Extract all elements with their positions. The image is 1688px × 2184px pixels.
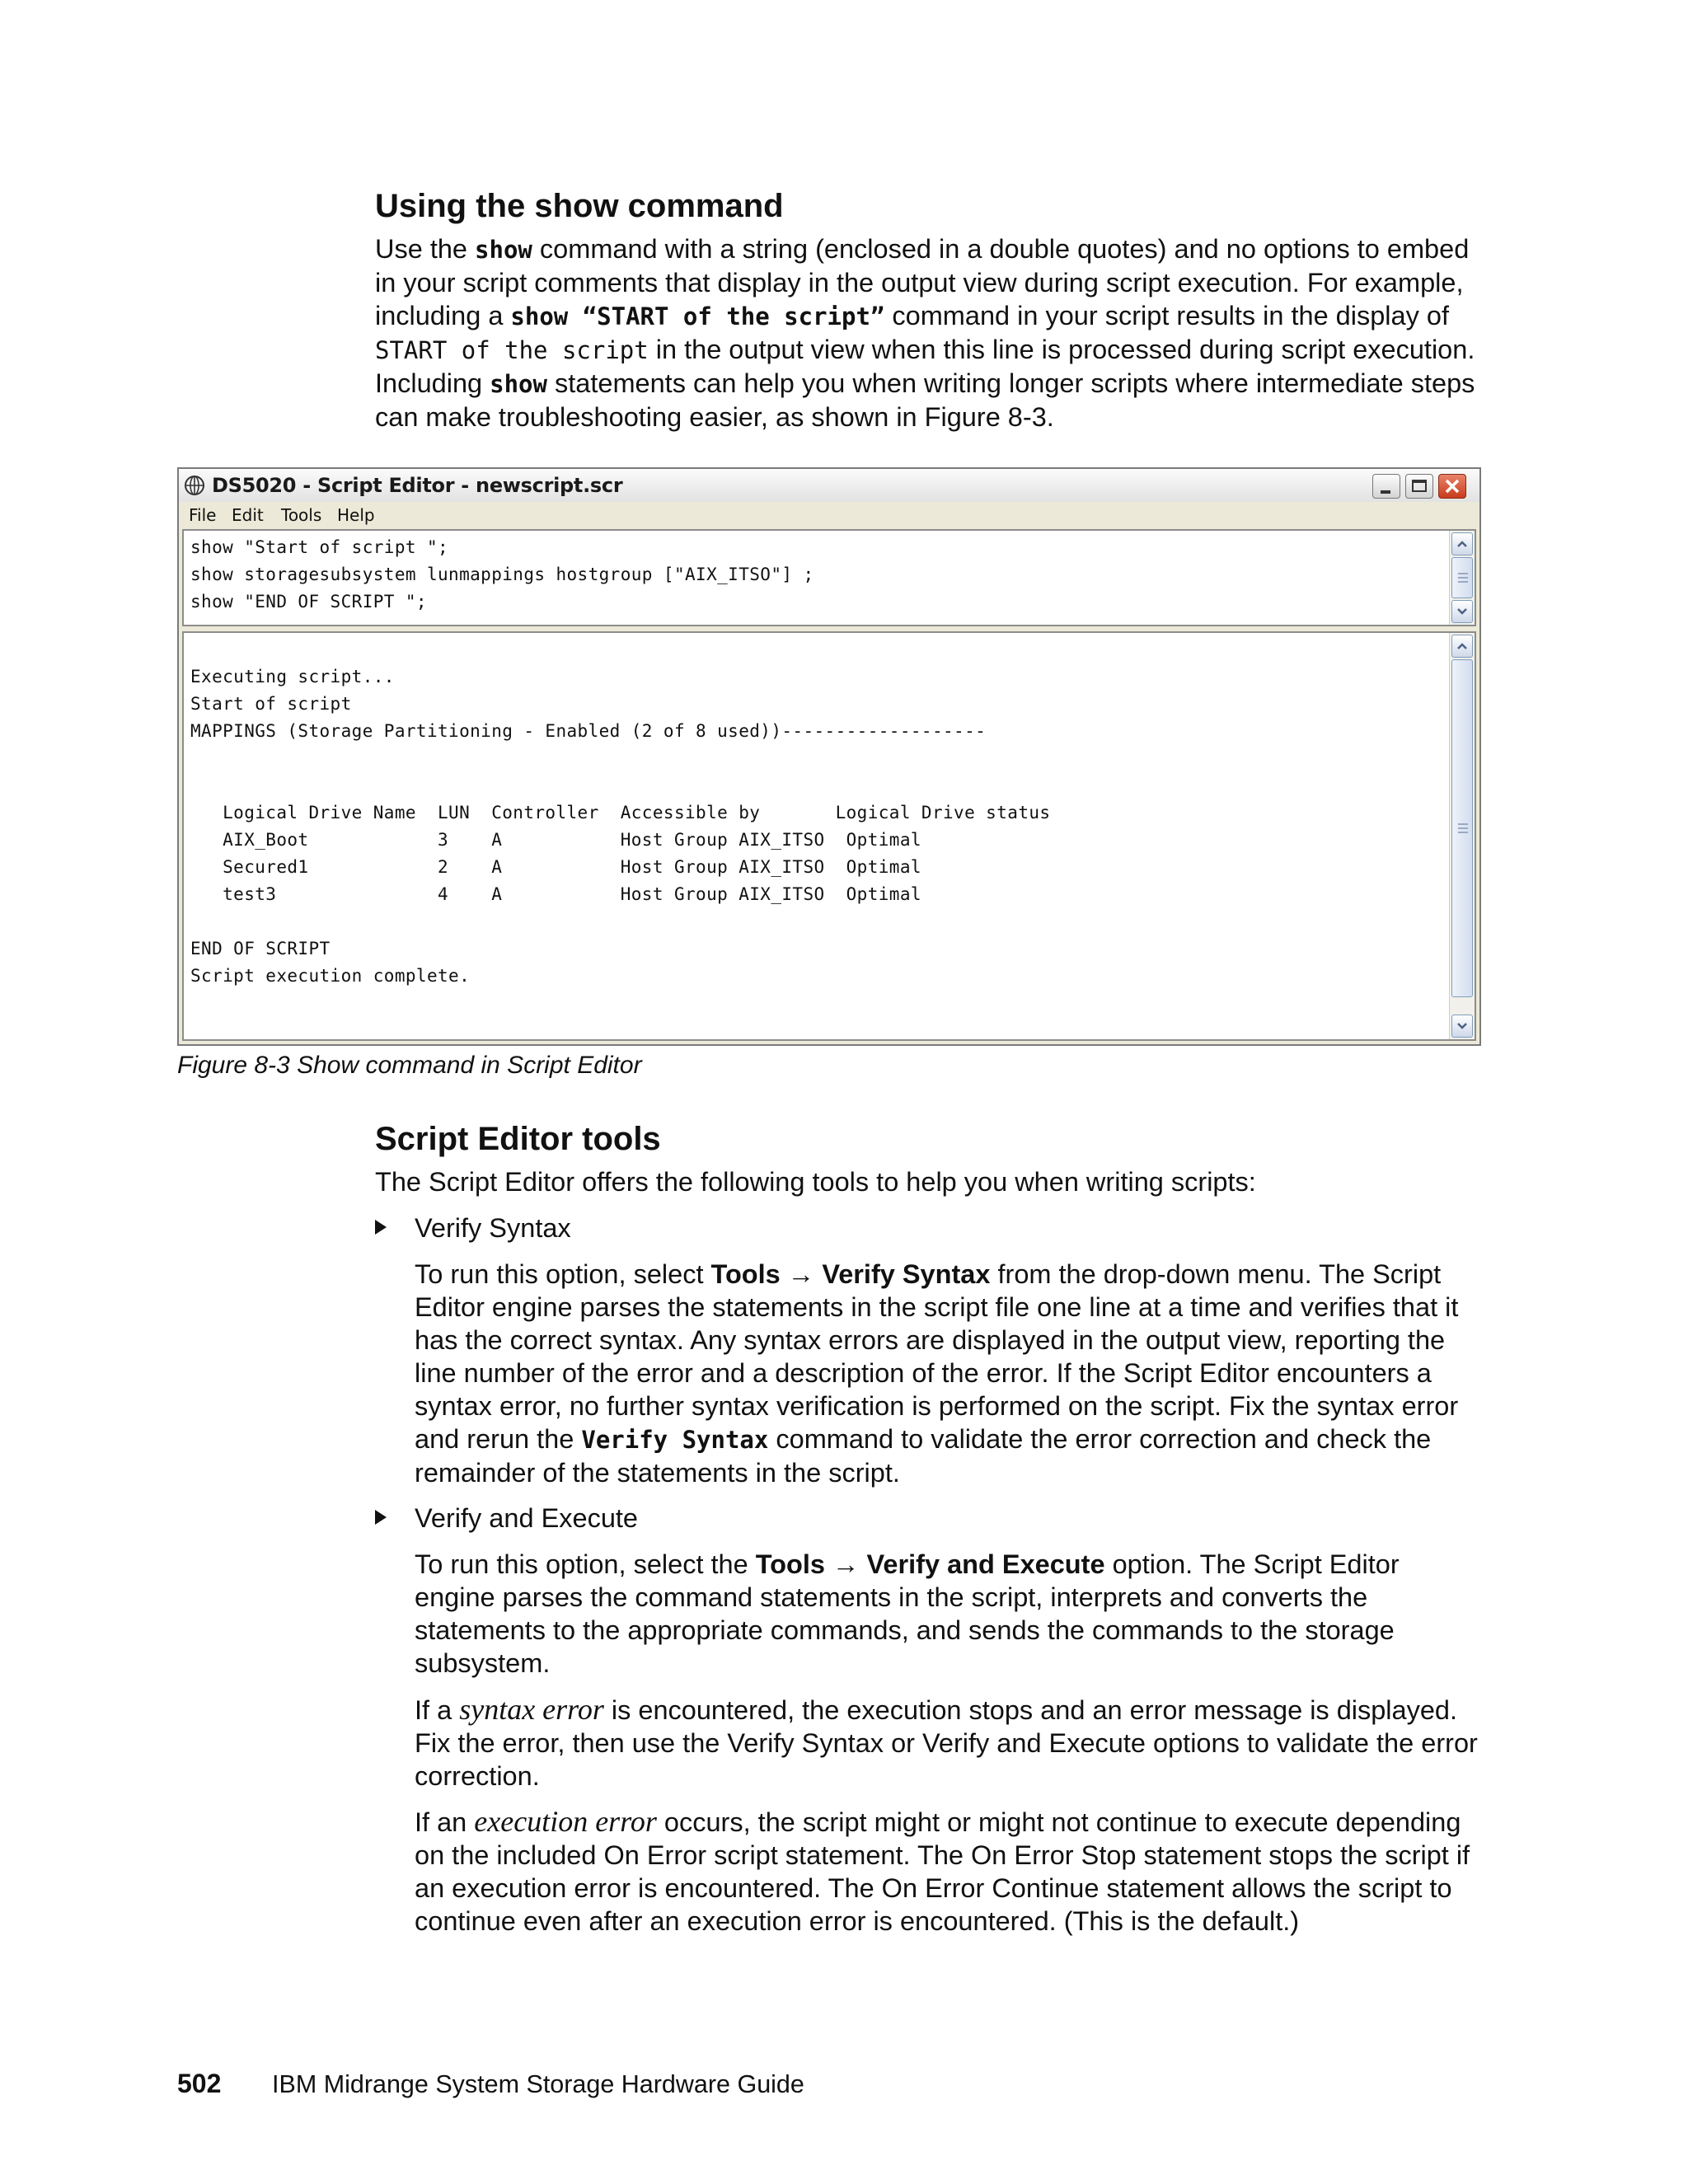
menu-tools[interactable]: Tools	[281, 505, 322, 525]
script-text[interactable]: show "Start of script "; show storagesubsystem lunmappings hostgroup ["AIX_ITSO"] ; show "END OF SCRIPT ";	[190, 537, 814, 612]
inline-code-show-start: show “START of the script”	[510, 302, 885, 330]
output-scroll-up-button[interactable]	[1451, 635, 1473, 658]
menu-file[interactable]: File	[189, 505, 217, 525]
chevron-down-icon	[1456, 607, 1468, 616]
maximize-icon	[1412, 480, 1427, 492]
bullet-verify-and-execute: Verify and Execute	[415, 1503, 638, 1533]
menu-edit[interactable]: Edit	[232, 505, 264, 525]
scroll-up-button[interactable]	[1451, 532, 1473, 555]
verify-execute-paragraph: To run this option, select the Tools → Verify and Execute option. The Script Editor engine parses the command statements in the script, interprets and converts the statements to the appropriate commands, and sends the commands to the storage subsystem.	[415, 1549, 1400, 1678]
verify-syntax-paragraph: To run this option, select Tools → Verify Syntax from the drop-down menu. The Script Editor engine parses the statements in the script file one line at a time and verifies that it has the correct syntax. Any syntax errors are displayed in the output view, reporting the line number of the error and a description of the error. If the Script Editor encounters a syntax error, no further syntax verification is performed on the script. Fix the syntax error and rerun the Verify Syntax command to validate the error correction and check the remainder of the statements in the script.	[415, 1259, 1459, 1488]
figure-caption: Figure 8-3 Show command in Script Editor	[177, 1052, 642, 1079]
chevron-up-icon	[1456, 642, 1468, 650]
inline-code-show: show	[475, 236, 532, 264]
menu-bar	[179, 502, 1479, 527]
output-scroll-down-button[interactable]	[1451, 1015, 1473, 1038]
syntax-error-paragraph: If a syntax error is encountered, the execution stops and an error message is displayed. Fix the error, then use the Verify Syntax or Verify and Execute options to validate the error correction.	[415, 1693, 1478, 1791]
inline-code-start-of-script: START of the script	[375, 336, 649, 364]
close-button[interactable]	[1438, 474, 1466, 499]
output-scroll-thumb[interactable]	[1451, 659, 1473, 997]
window-title: DS5020 - Script Editor - newscript.scr	[212, 474, 623, 497]
output-view-pane[interactable]	[182, 631, 1476, 1041]
minimize-icon	[1381, 490, 1390, 494]
menu-help[interactable]: Help	[337, 505, 375, 525]
inline-code-verify-syntax: Verify Syntax	[581, 1426, 769, 1454]
script-editor-pane[interactable]	[182, 529, 1476, 626]
bullet-verify-syntax: Verify Syntax	[415, 1213, 571, 1243]
page-number: 502	[177, 2069, 222, 2098]
execution-error-paragraph: If an execution error occurs, the script might or might not continue to execute depending on the included On Error script statement. The On Error Stop statement stops the script if an execution error is encountered. The On Error Continue statement allows the script to continue even after an execution error is encountered. (This is the default.)	[415, 1805, 1470, 1936]
scroll-down-button[interactable]	[1451, 600, 1473, 623]
chevron-up-icon	[1456, 540, 1468, 548]
section-heading-show-command: Using the show command	[375, 188, 784, 224]
output-text: Executing script... Start of script MAPPINGS (Storage Partitioning - Enabled (2 of 8 used))------------------- Logical Drive Name LUN Controller Accessible by Logical Drive status AIX_Boot 3 A Host Group AIX_ITSO Optimal Secured1 2 A Host Group AIX_ITSO Optimal test3 4 A Host Group AIX_ITSO Optimal END OF SCRIPT Script execution complete.	[190, 667, 1051, 986]
output-scrollbar[interactable]	[1449, 633, 1475, 1039]
inline-code-show-2: show	[490, 370, 547, 398]
close-icon	[1444, 478, 1461, 494]
tools-intro: The Script Editor offers the following tools to help you when writing scripts:	[375, 1167, 1256, 1197]
script-editor-window	[177, 467, 1481, 1046]
window-titlebar	[179, 469, 1479, 503]
bullet-marker	[375, 1510, 387, 1525]
bullet-marker	[375, 1220, 387, 1235]
show-command-paragraph: Use the show command with a string (enclosed in a double quotes) and no options to embed in your script comments that display in the output view during script execution. For example, including a show “START of the script” command in your script results in the display of START of the script in the output view when this line is processed during script execution. Including show statements can help you when writing longer scripts where intermediate steps can make troubleshooting easier, as shown in Figure 8-3.	[375, 234, 1475, 432]
editor-scroll-thumb[interactable]	[1451, 557, 1473, 598]
editor-scrollbar[interactable]	[1449, 531, 1475, 625]
chevron-down-icon	[1456, 1022, 1468, 1030]
maximize-button[interactable]	[1405, 474, 1433, 499]
book-title: IBM Midrange System Storage Hardware Guide	[272, 2070, 804, 2098]
section-heading-script-editor-tools: Script Editor tools	[375, 1121, 661, 1157]
globe-icon	[184, 475, 205, 496]
minimize-button[interactable]	[1372, 474, 1400, 499]
